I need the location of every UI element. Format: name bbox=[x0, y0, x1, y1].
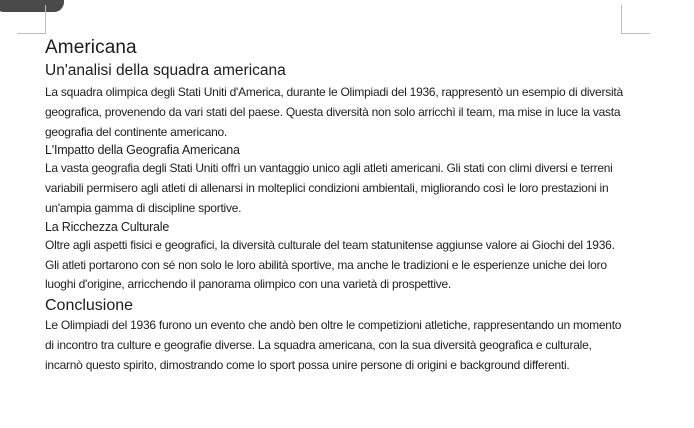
section-paragraph-cultura: Oltre agli aspetti fisici e geografici, la diversità culturale del team statunitense aggiunse valore ai Giochi del 1936. Gli atleti portarono con sé non solo le loro abilità sportive, ma anche le tradizioni e le esperienze uniche dei loro luoghi d'origine, arricchendo il panorama olimpico con una varietà di prospettive. bbox=[45, 237, 615, 292]
intro-paragraph: La squadra olimpica degli Stati Uniti d'America, durante le Olimpiadi del 1936, rappresentò un esempio di diversità geografica, provenendo da vari stati del paese. Questa diversità non solo arricchì il team, ma mise in luce la vasta geografia del continente americano. bbox=[45, 85, 623, 139]
section-heading-conclusione: Conclusione bbox=[45, 297, 134, 315]
document-title: Americana bbox=[45, 37, 137, 58]
section-paragraph-geografia: La vasta geografia degli Stati Uniti offrì un vantaggio unico agli atleti americani. Gli stati con climi diversi e terreni variabili permisero agli atleti di allenarsi in molteplici condizioni ambientali, migliorando così le loro prestazioni in un'ampia gamma di discipline sportive. bbox=[45, 161, 613, 215]
section-paragraph-conclusione: Le Olimpiadi del 1936 furono un evento che andò ben oltre le competizioni atletiche, rappresentando un momento di incontro tra culture e geografie diverse. La squadra americana, con la sua diversità geografica e culturale, incarnò questo spirito, dimostrando come lo sport possa unire persone di origini e background differenti. bbox=[45, 318, 622, 372]
document-body bbox=[45, 36, 625, 376]
page-margin-corner-right bbox=[621, 5, 650, 34]
document-subtitle: Un'analisi della squadra americana bbox=[45, 62, 286, 79]
page-margin-corner-left bbox=[17, 5, 46, 34]
section-heading-cultura: La Ricchezza Culturale bbox=[45, 219, 170, 234]
section-heading-geografia: L'Impatto della Geografia Americana bbox=[45, 143, 240, 158]
